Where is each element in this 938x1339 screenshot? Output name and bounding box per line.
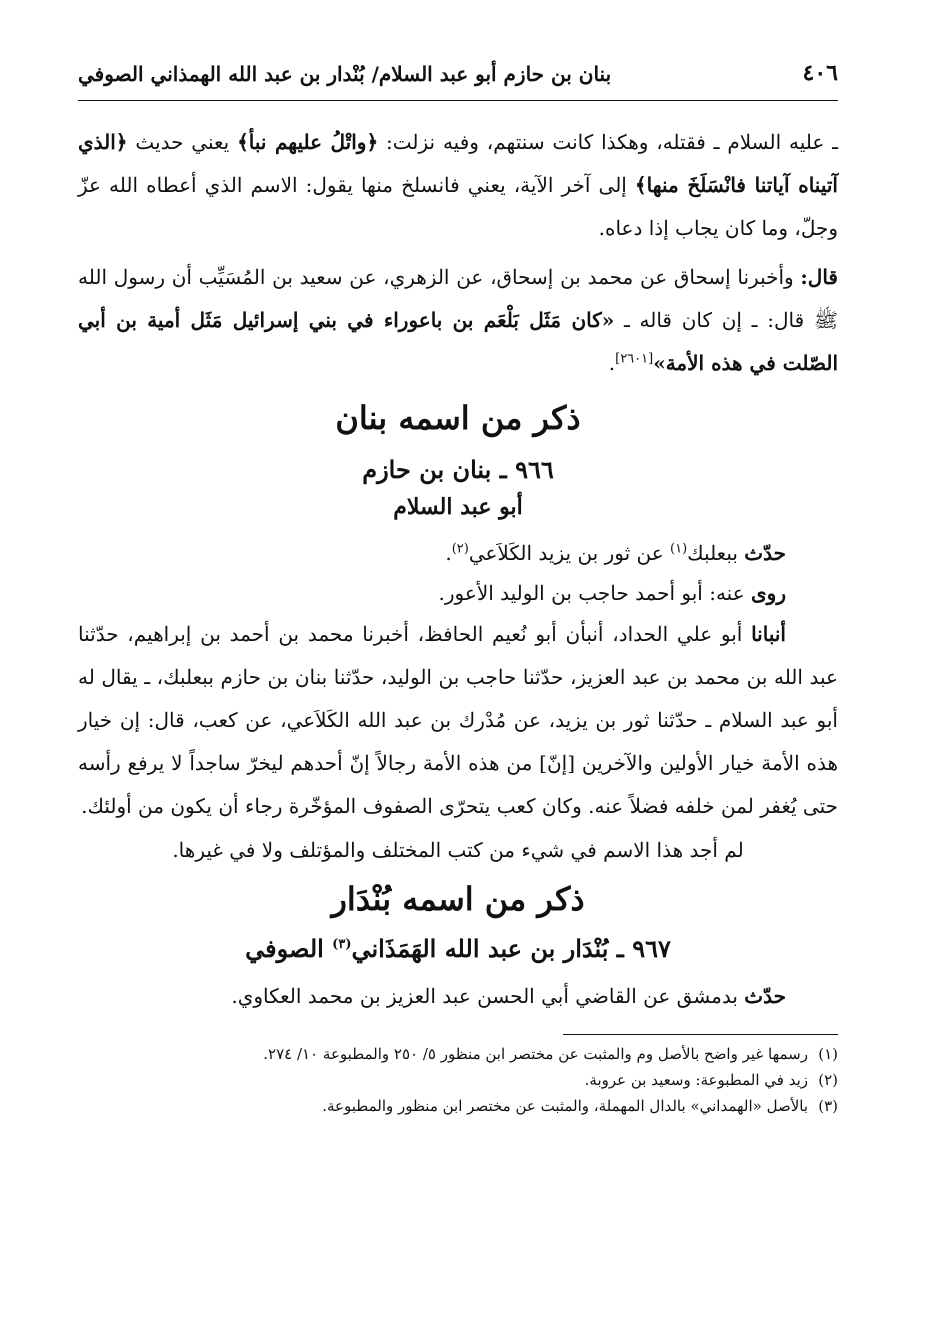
text-span: وأخبرنا إسحاق عن محمد بن إسحاق، عن الزهري، عن سعيد بن المُسَيِّب أن رسول الله ﷺ قال: ـ إن كان قاله ـ (78, 265, 838, 332)
section-heading-bunan: ذكر من اسمه بنان (335, 399, 581, 437)
footnote-ref-1: (١) (670, 541, 688, 557)
haddath-line-967 (78, 976, 838, 1016)
text-span: عنه: أبو أحمد حاجب بن الوليد الأعور. (438, 581, 752, 605)
entry-subtitle-966: أبو عبد السلام (393, 494, 523, 520)
footnote-divider (563, 1034, 838, 1035)
section-heading-bundar: ذكر من اسمه بُنْدَار (331, 880, 585, 918)
footnote-number: (٢) (818, 1071, 838, 1089)
text-span: يعني حديث (127, 130, 238, 154)
text-span: الصوفي (245, 934, 333, 963)
text-span: . (445, 541, 452, 565)
text-span: . (608, 351, 616, 375)
footnote-2 (78, 1067, 838, 1093)
footnotes (78, 1041, 838, 1119)
text-span: عن ثور بن يزيد الكَلاَعي (468, 541, 671, 565)
rawa-label: روى (751, 581, 786, 605)
haddath-label: حدّث (744, 541, 786, 565)
text-span: ٩٦٧ ـ بُنْدَار بن عبد الله الهَمَذَاني (351, 934, 671, 963)
haddath-label: حدّث (744, 984, 786, 1008)
text-span: ببعلبك (687, 541, 745, 565)
footnote-number: (٣) (818, 1097, 838, 1115)
rawa-line (78, 573, 838, 613)
footnote-number: (١) (818, 1045, 838, 1063)
quran-quote: ﴿الذي آتيناه آياتنا فانْسَلَخَ منها﴾ (78, 130, 838, 197)
paragraph-anbana (78, 613, 838, 828)
anbana-label: أنبانا (751, 622, 786, 646)
text-span: بدمشق عن القاضي أبي الحسن عبد العزيز بن محمد العكاوي. (231, 984, 745, 1008)
footnote-3 (78, 1093, 838, 1119)
footnote-text: بالأصل «الهمداني» بالدال المهملة، والمثبت عن مختصر ابن منظور والمطبوعة. (322, 1097, 808, 1115)
hadith-reference: [٢٦٠١] (615, 351, 654, 367)
book-page (78, 58, 838, 1298)
text-span: إلى آخر الآية، يعني فانسلخ منها يقول: الاسم الذي أعطاه الله عزّ وجلّ، وما كان يجاب إذا دعاه. (78, 173, 838, 240)
entry-title-967 (78, 930, 838, 968)
editor-note: لم أجد هذا الاسم في شيء من كتب المختلف والمؤتلف ولا في غيرها. (172, 838, 744, 862)
footnote-ref-2: (٢) (451, 541, 469, 557)
running-header (78, 58, 838, 101)
haddath-line (78, 533, 838, 573)
page-number: ٤٠٦ (802, 60, 838, 86)
footnote-text: زيد في المطبوعة: وسعيد بن عروبة. (584, 1071, 808, 1089)
entry-title-966: ٩٦٦ ـ بنان بن حازم (362, 455, 554, 484)
quran-quote: ﴿واتْلُ عليهم نبأ﴾ (237, 130, 379, 154)
footnote-text: رسمها غير واضح بالأصل وم والمثبت عن مختصر ابن منظور ٥/ ٢٥٠ والمطبوعة ١٠/ ٢٧٤. (263, 1045, 808, 1063)
qala-label: قال: (800, 265, 838, 289)
hadith-quote: «كان مَثَل بَلْعَم بن باعوراء في بني إسرائيل مَثَل أمية بن أبي الصّلت في هذه الأمة» (78, 308, 838, 375)
running-title: بنان بن حازم أبو عبد السلام/ بُنْدار بن عبد الله الهمذاني الصوفي (78, 62, 612, 86)
footnote-1 (78, 1041, 838, 1067)
footnote-ref-3: (٣) (332, 937, 352, 952)
text-span: ـ عليه السلام ـ فقتله، وهكذا كانت سنتهم، وفيه نزلت: (378, 130, 839, 154)
paragraph-continuation (78, 121, 838, 250)
paragraph-qala (78, 256, 838, 385)
text-span: أبو علي الحداد، أنبأن أبو نُعيم الحافظ، أخبرنا محمد بن أحمد بن إبراهيم، حدّثنا عبد الله بن محمد بن عبد العزيز، حدّثنا حاجب بن الوليد، حدّثنا بنان بن حازم ببعلبك، ـ يقال له أبو عبد السلام ـ حدّثنا ثور بن يزيد، عن مُدْرك بن عبد الله الكَلاَعي، عن كعب، قال: إن خيار هذه الأمة خيار الأولين والآخرين [إنّ] من هذه الأمة رجالاً إنّ أحدهم ليخرّ ساجداً لا يرفع رأسه حتى يُغفر لمن خلفه فضلاً عنه. وكان كعب يتحرّى الصفوف المؤخّرة رجاء أن يكون من أولئك. (78, 622, 838, 818)
